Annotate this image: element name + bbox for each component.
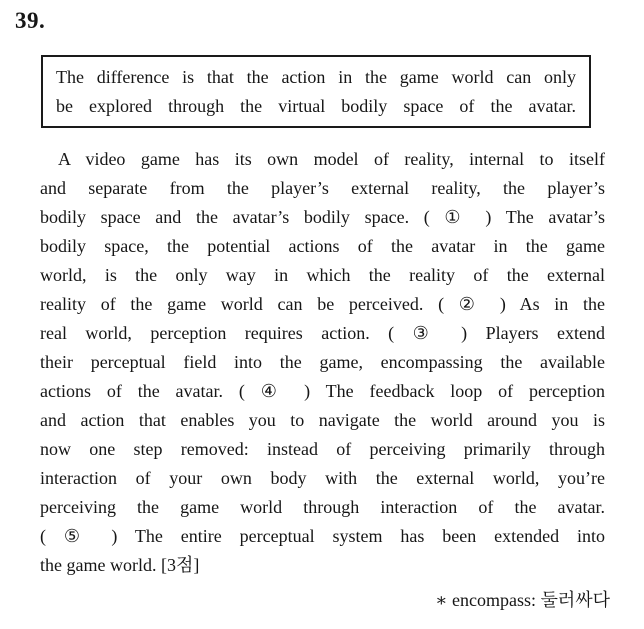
passage-line: now one step removed: instead of perceiving primarily through [40,439,605,459]
passage-line: bodily space and the avatar’s bodily space. ( ① ) The avatar’s [40,207,605,227]
passage-line: world, is the only way in which the reality of the external [40,265,605,285]
given-sentence-box [41,55,591,128]
passage-line: their perceptual field into the game, encompassing the available [40,352,605,372]
passage-line: perceiving the game world through interaction of the avatar. [40,497,605,517]
passage-line: actions of the avatar. ( ④ ) The feedback loop of perception [40,381,605,401]
vocabulary-footnote: ∗ encompass: 둘러싸다 [435,590,610,610]
passage-line: bodily space, the potential actions of the avatar in the game [40,236,605,256]
passage-last-line: the game world. [3점] [40,555,200,575]
given-sentence-line: The difference is that the action in the game world can only [56,67,576,87]
passage [40,145,605,580]
given-sentence-line: be explored through the virtual bodily space of the avatar. [56,96,576,116]
passage-line: reality of the game world can be perceived. ( ② ) As in the [40,294,605,314]
passage-line: and action that enables you to navigate the world around you is [40,410,605,430]
passage-line: ( ⑤ ) The entire perceptual system has been extended into [40,526,605,546]
passage-line: real world, perception requires action. ( ③ ) Players extend [40,323,605,343]
passage-line: interaction of your own body with the external world, you’re [40,468,605,488]
question-number: 39. [15,8,46,33]
passage-line: A video game has its own model of reality, internal to itself [58,149,605,169]
passage-line: and separate from the player’s external reality, the player’s [40,178,605,198]
